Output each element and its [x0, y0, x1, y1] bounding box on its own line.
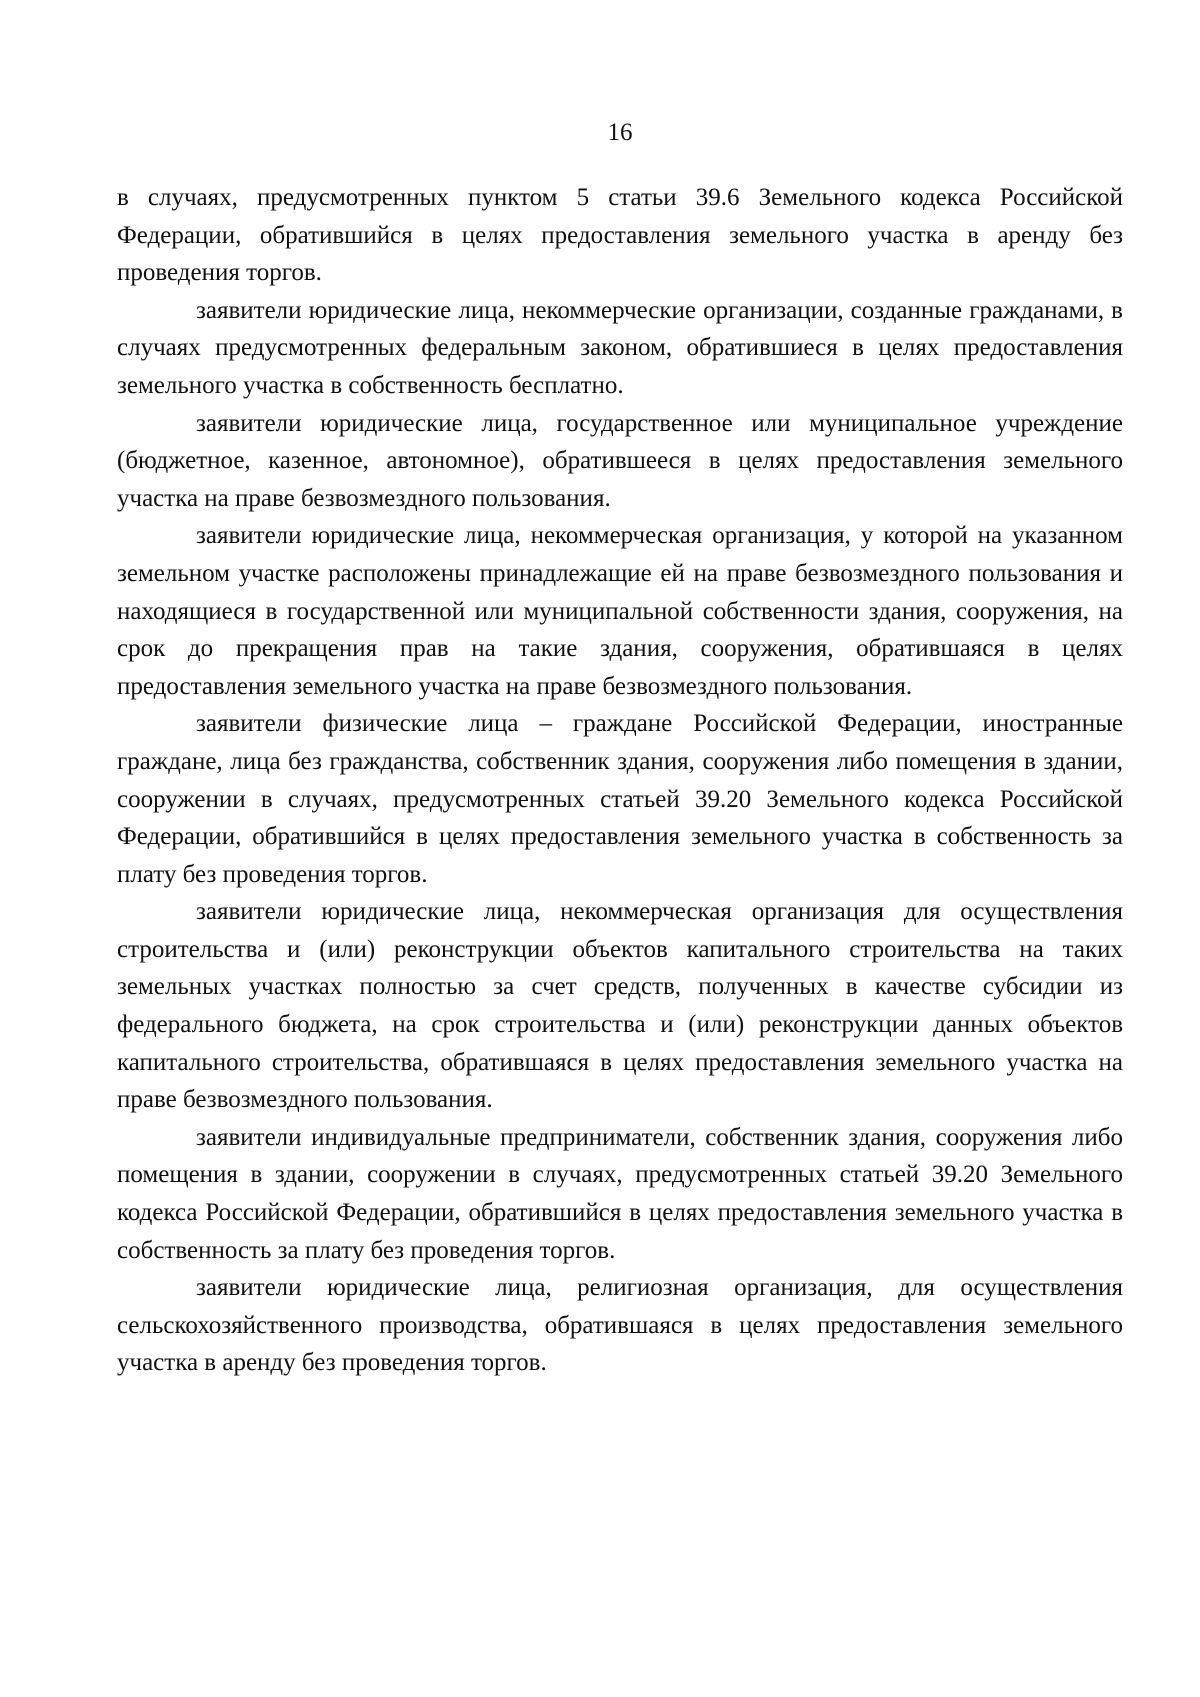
page-number: 16 [607, 119, 633, 146]
paragraph: заявители юридические лица, религиозная организация, для осуществления сельскохозяйственного производства, обратившаяся в целях предоставления земельного участка в аренду без проведения торгов. [117, 1274, 1123, 1377]
paragraph: заявители физические лица – граждане Российской Федерации, иностранные граждане, лица без гражданства, собственник здания, сооружения либо помещения в здании, сооружении в случаях, предусмотренных статьей 39.20 Земельного кодекса Российской Федерации, обратившийся в целях предоставления земельного участка в собственность за плату без проведения торгов. [117, 710, 1123, 888]
paragraph: заявители юридические лица, государственное или муниципальное учреждение (бюджетное, казенное, автономное), обратившееся в целях предоставления земельного участка на праве безвозмездного пользования. [117, 409, 1123, 512]
paragraph: заявители юридические лица, некоммерческая организация для осуществления строительства и (или) реконструкции объектов капитального строительства на таких земельных участках полностью за счет средств, полученных в качестве субсидии из федерального бюджета, на срок строительства и (или) реконструкции данных объектов капитального строительства, обратившаяся в целях предоставления земельного участка на праве безвозмездного пользования. [117, 898, 1123, 1114]
paragraph-continuation: в случаях, предусмотренных пунктом 5 статьи 39.6 Земельного кодекса Российской Федерации, обратившийся в целях предоставления земельного участка в аренду без проведения торгов. [117, 184, 1123, 287]
paragraph: заявители индивидуальные предприниматели, собственник здания, сооружения либо помещения в здании, сооружении в случаях, предусмотренных статьей 39.20 Земельного кодекса Российской Федерации, обратившийся в целях предоставления земельного участка в собственность за плату без проведения торгов. [117, 1123, 1123, 1264]
paragraph: заявители юридические лица, некоммерческие организации, созданные гражданами, в случаях предусмотренных федеральным законом, обратившиеся в целях предоставления земельного участка в собственность бесплатно. [117, 296, 1123, 399]
document-body [117, 179, 1123, 1382]
paragraph: заявители юридические лица, некоммерческая организация, у которой на указанном земельном участке расположены принадлежащие ей на праве безвозмездного пользования и находящиеся в государственной или муниципальной собственности здания, сооружения, на срок до прекращения прав на такие здания, сооружения, обратившаяся в целях предоставления земельного участка на праве безвозмездного пользования. [117, 522, 1123, 700]
